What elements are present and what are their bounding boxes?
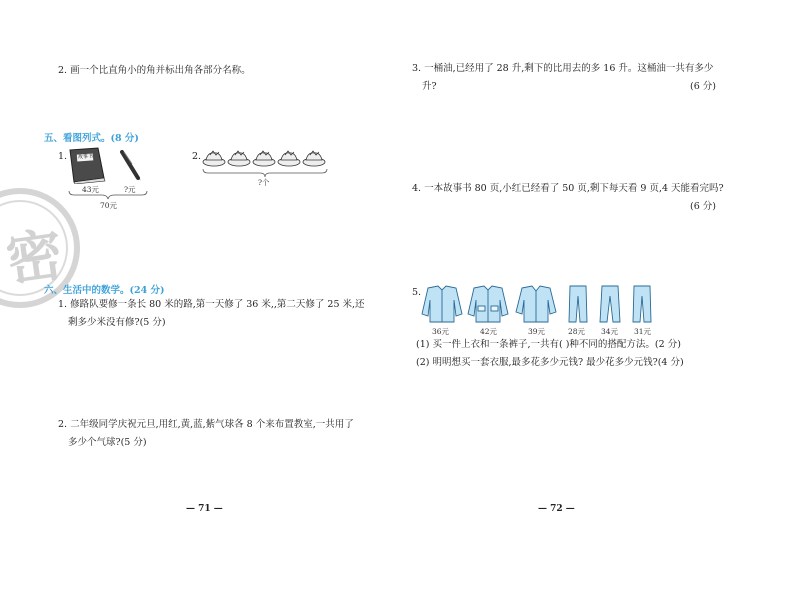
count-label: ?个: [258, 178, 270, 187]
section-6-title: 六、生活中的数学。(24 分): [44, 285, 165, 296]
price-jacket-1: 36元: [432, 327, 450, 336]
item-2-number: 2.: [192, 151, 202, 162]
clothing-images: [420, 284, 670, 324]
book-price: 43元: [82, 185, 100, 194]
question-3-score: (6 分): [690, 81, 716, 92]
page-number-72: — 72 —: [538, 504, 575, 514]
item-1-number: 1.: [58, 151, 68, 162]
pen-image: [118, 148, 144, 182]
question-5-sub-1: (1) 买一件上衣和一条裤子,一共有( )种不同的搭配方法。(2 分): [416, 339, 681, 350]
total-brace: [68, 190, 148, 200]
question-2-line-1: 2. 二年级同学庆祝元旦,用红,黄,蓝,紫气球各 8 个来布置教室,一共用了: [58, 419, 354, 430]
question-5-number: 5.: [412, 287, 422, 298]
price-shirt: 39元: [528, 327, 546, 336]
question-1-line-1: 1. 修路队要修一条长 80 米的路,第一天修了 36 米,,第二天修了 25 米,还: [58, 299, 365, 310]
question-4-line-1: 4. 一本故事书 80 页,小红已经看了 50 页,剩下每天看 9 页,4 天能看完吗?: [412, 183, 724, 194]
total-price: 70元: [100, 201, 118, 210]
price-pants-3: 31元: [634, 327, 652, 336]
price-pants-1: 28元: [568, 327, 586, 336]
question-1-line-2: 剩多少米没有修?(5 分): [68, 317, 166, 328]
question-3-line-2: 升?: [422, 81, 437, 92]
question-draw-angle: 2. 画一个比直角小的角并标出角各部分名称。: [58, 65, 251, 76]
pen-price: ?元: [124, 185, 136, 194]
question-2-line-2: 多少个气球?(5 分): [68, 437, 147, 448]
section-5-title: 五、看图列式。(8 分): [44, 133, 139, 144]
cakes-image: [202, 146, 328, 170]
question-4-score: (6 分): [690, 201, 716, 212]
price-pants-2: 34元: [601, 327, 619, 336]
question-3-line-1: 3. 一桶油,已经用了 28 升,剩下的比用去的多 16 升。这桶油一共有多少: [412, 63, 714, 74]
page-number-71: — 71 —: [186, 504, 223, 514]
stamp-character: 密: [2, 222, 67, 295]
book-title: 故事书: [77, 153, 94, 161]
book-image: [64, 146, 110, 184]
question-5-sub-2: (2) 明明想买一套衣服,最多花多少元钱? 最少花多少元钱?(4 分): [416, 357, 684, 368]
price-jacket-2: 42元: [480, 327, 498, 336]
